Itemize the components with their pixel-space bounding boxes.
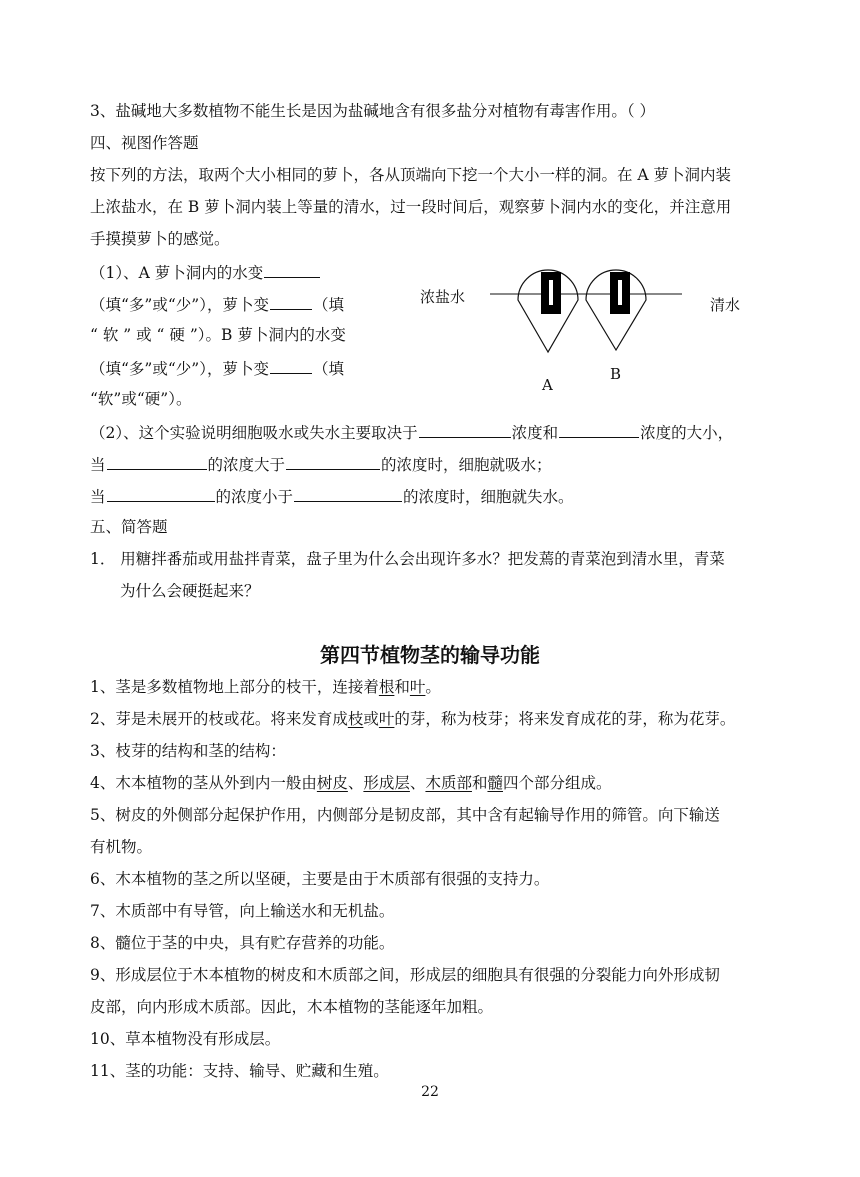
q1-line: “ 软 ” 或 “ 硬 ”）。B 萝卜洞内的水变 [90,326,346,344]
answer-blank [107,485,215,502]
keyword-cambium: 形成层 [363,774,410,792]
q1-line [90,357,344,379]
point-5: 5、树皮的外侧部分起保护作用，内侧部分是韧皮部，其中含有起输导作用的筛管。向下输送 [90,806,720,824]
point-9: 9、形成层位于木本植物的树皮和木质部之间，形成层的细胞具有很强的分裂能力向外形成韧 [90,966,720,984]
keyword-leaf: 叶 [378,710,395,728]
keyword-leaf: 叶 [409,678,426,696]
answer-blank [264,261,320,278]
label-b: B [610,365,622,383]
text: 、 [409,774,426,792]
q1-line [90,261,321,283]
q2-text: 浓度的大小， [640,424,734,442]
q2-text: 的浓度大于 [207,456,286,474]
answer-blank [270,357,312,374]
q1-line [90,293,344,315]
hole-a-inner [549,280,553,305]
section5-title: 五、简答题 [90,518,168,536]
answer-blank [270,293,312,310]
point-10: 10、草本植物没有形成层。 [90,1030,281,1048]
q1-text: （填 [312,296,344,314]
text: 2、芽是未展开的枝或花。将来发育成 [90,710,348,728]
answer-blank [294,485,402,502]
clear-water-label: 清水 [710,296,741,314]
point-2 [90,709,735,729]
q2-text: 的浓度小于 [215,488,294,506]
q1-text: （填“多”或“少”），萝卜变 [90,296,269,314]
intro-line: 上浓盐水，在 B 萝卜洞内装上等量的清水，过一段时间后，观察萝卜洞内水的变化，并注意用 [90,198,732,216]
intro-line: 按下列的方法，取两个大小相同的萝卜，各从顶端向下挖一个大小一样的洞。在 A 萝卜洞内装 [90,166,732,184]
point-5-cont: 有机物。 [90,838,153,856]
q2-text: 当 [90,456,106,474]
q2-text: 当 [90,488,106,506]
keyword-pith: 髓 [487,774,503,792]
q2-line [90,453,552,475]
point-6: 6、木本植物的茎之所以坚硬，主要是由于木质部有很强的支持力。 [90,870,550,888]
point-3: 3、枝芽的结构和茎的结构： [90,742,286,760]
point-1 [90,677,441,697]
answer-blank [107,453,207,470]
page-title: 第四节植物茎的输导功能 [320,643,540,667]
point-4 [90,773,612,793]
answer-blank [419,421,511,438]
point-11: 11、茎的功能：支持、输导、贮藏和生殖。 [90,1062,389,1080]
text: 和 [471,774,488,792]
text: 4、木本植物的茎从外到内一般由 [90,774,317,792]
point-8: 8、髓位于茎的中央，具有贮存营养的功能。 [90,934,395,952]
answer-blank [286,453,380,470]
intro-line: 手摸摸萝卜的感觉。 [90,230,230,248]
q3: 3、盐碱地大多数植物不能生长是因为盐碱地含有很多盐分对植物有毒害作用。（ ） [90,102,656,120]
salt-water-label: 浓盐水 [420,288,466,306]
text: 。 [425,678,441,696]
text: 的芽，称为枝芽；将来发育成花的芽，称为花芽。 [394,710,736,728]
q2-line [90,485,574,507]
q1-text: （填 [312,360,344,378]
q5-line: 为什么会硬挺起来？ [120,582,260,600]
text: 或 [363,710,379,728]
q2-text: 浓度和 [511,424,559,442]
text: 1、茎是多数植物地上部分的枝干，连接着 [90,678,379,696]
hole-b-inner [618,280,622,305]
label-a: A [542,376,553,394]
q2-text: 的浓度时，细胞就吸水； [381,456,552,474]
q1-text: （1）、A 萝卜洞内的水变 [90,264,264,282]
text: 、 [347,774,364,792]
point-7: 7、木质部中有导管，向上输送水和无机盐。 [90,902,395,920]
radish-experiment-figure [410,262,760,397]
keyword-branch: 枝 [347,710,364,728]
q2-text: 的浓度时，细胞就失水。 [403,488,574,506]
keyword-bark: 树皮 [316,774,348,792]
section4-title: 四、视图作答题 [90,134,199,152]
text: 和 [394,678,410,696]
answer-blank [559,421,639,438]
q5-line: 1． 用糖拌番茄或用盐拌青菜，盘子里为什么会出现许多水？把发蔫的青菜泡到清水里，青菜 [90,550,725,568]
text: 四个部分组成。 [502,774,612,792]
q1-line: “软”或“硬”）。 [90,390,192,408]
keyword-root: 根 [378,678,395,696]
keyword-xylem: 木质部 [425,774,472,792]
q2-text: （2）、这个实验说明细胞吸水或失水主要取决于 [90,424,418,442]
q2-line [90,421,733,443]
page-number: 22 [421,1084,439,1100]
q1-text: （填“多”或“少”），萝卜变 [90,360,269,378]
point-9-cont: 皮部，向内形成木质部。因此，木本植物的茎能逐年加粗。 [90,998,494,1016]
